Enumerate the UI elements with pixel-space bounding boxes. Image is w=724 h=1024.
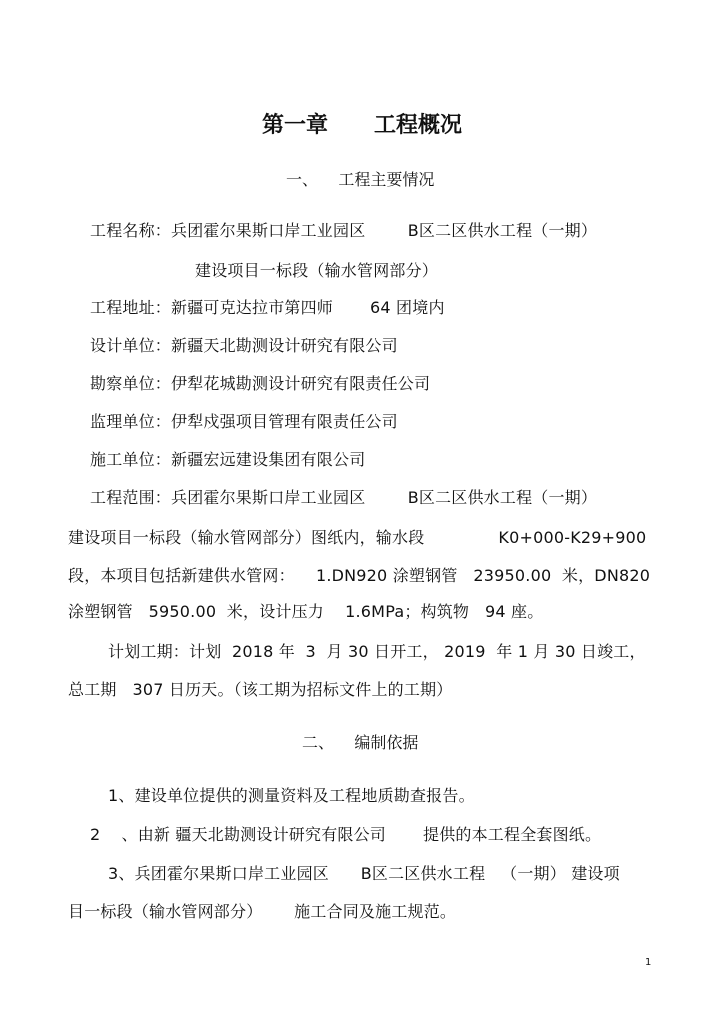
construction-unit: 施工单位：新疆宏远建设集团有限公司 (90, 450, 366, 469)
page-number: 1 (645, 957, 652, 968)
schedule-line1: 计划工期：计划 2018 年 3 月 30 日开工， 2019 年 1 月 30 日竣工， (108, 642, 646, 661)
basis-item3-line1: 3、兵团霍尔果斯口岸工业园区 B区二区供水工程 （一期） 建设项 (108, 864, 620, 883)
basis-item3-line2: 目一标段（输水管网部分） 施工合同及施工规范。 (68, 902, 457, 921)
basis-item1: 1、建设单位提供的测量资料及工程地质勘查报告。 (108, 786, 475, 805)
section1-heading: 一、 工程主要情况 (286, 170, 435, 189)
scope-line3: 段，本项目包括新建供水管网： 1.DN920 涂塑钢管 23950.00 米，DN820 (68, 566, 651, 585)
scope-line1: 工程范围：兵团霍尔果斯口岸工业园区 B区二区供水工程（一期） (90, 488, 598, 507)
supervision-unit: 监理单位：伊犁戍强项目管理有限责任公司 (90, 412, 398, 431)
project-address: 工程地址：新疆可克达拉市第四师 64 团境内 (90, 298, 445, 317)
schedule-line2: 总工期 307 日历天。（该工期为招标文件上的工期） (68, 680, 453, 699)
scope-line4: 涂塑钢管 5950.00 米，设计压力 1.6MPa；构筑物 94 座。 (68, 602, 544, 621)
basis-item2: 2 、由新 疆天北勘测设计研究有限公司 提供的本工程全套图纸。 (90, 825, 602, 844)
project-name-line2: 建设项目一标段（输水管网部分） (195, 261, 439, 280)
section2-heading: 二、 编制依据 (302, 733, 419, 752)
survey-unit: 勘察单位：伊犁花城勘测设计研究有限责任公司 (90, 374, 431, 393)
project-name-line1: 工程名称：兵团霍尔果斯口岸工业园区 B区二区供水工程（一期） (90, 221, 598, 240)
scope-line2: 建设项目一标段（输水管网部分）图纸内，输水段 K0+000-K29+900 (68, 528, 647, 547)
design-unit: 设计单位：新疆天北勘测设计研究有限公司 (90, 336, 398, 355)
chapter-title: 第一章 工程概况 (262, 113, 462, 138)
